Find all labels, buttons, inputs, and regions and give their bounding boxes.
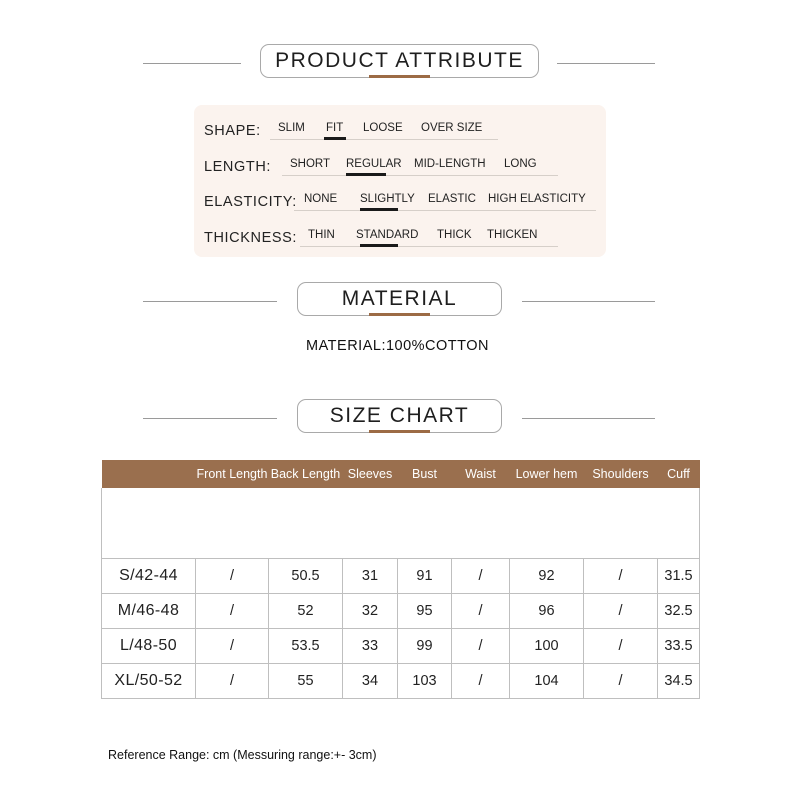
column-header: Shoulders [584,460,658,488]
table-row [102,664,700,699]
attribute-option: THICKEN [487,229,538,241]
attribute-option: MID-LENGTH [414,158,486,170]
size-chart-table [101,460,700,699]
attribute-row-shape [194,115,606,145]
table-cell: 53.5 [269,629,343,664]
table-cell: 31 [343,559,398,594]
table-cell: / [196,664,269,699]
size-cell: L/48-50 [102,629,196,664]
table-cell: 55 [269,664,343,699]
attribute-label: LENGTH: [204,159,272,175]
attribute-option: HIGH ELASTICITY [488,193,586,205]
table-cell: 34.5 [658,664,700,699]
table-row [102,559,700,594]
title-accent-bar [369,313,430,316]
table-row [102,629,700,664]
table-cell: 99 [398,629,452,664]
table-header-row [102,460,700,488]
attribute-underline [282,175,558,176]
material-header [0,282,800,322]
attribute-option-selected: STANDARD [356,229,419,241]
table-cell: / [584,559,658,594]
attribute-option: THICK [437,229,472,241]
table-cell: 95 [398,594,452,629]
material-title: MATERIAL [297,282,502,316]
attribute-underline [270,139,498,140]
column-header: Lower hem [510,460,584,488]
table-cell: 33 [343,629,398,664]
table-cell: 92 [510,559,584,594]
attribute-option: SLIM [278,122,305,134]
attribute-label: THICKNESS: [204,230,298,246]
attribute-option: NONE [304,193,338,205]
divider-line-left [143,63,241,64]
attribute-option-selected: SLIGHTLY [360,193,415,205]
table-cell: 31.5 [658,559,700,594]
divider-line-left [143,301,277,302]
title-accent-bar [369,75,430,78]
material-description: MATERIAL:100%COTTON [306,338,490,354]
column-header: Sleeves [343,460,398,488]
attribute-option: LONG [504,158,537,170]
attribute-label: ELASTICITY: [204,194,297,210]
product-attribute-header [0,44,800,84]
selected-indicator [324,137,346,140]
product-attribute-title: PRODUCT ATTRIBUTE [260,44,539,78]
table-cell: 100 [510,629,584,664]
column-header: Back Length [269,460,343,488]
blank-cell [102,488,700,559]
divider-line-left [143,418,277,419]
table-cell: 33.5 [658,629,700,664]
size-cell: XL/50-52 [102,664,196,699]
table-cell: 91 [398,559,452,594]
table-cell: / [452,594,510,629]
column-header: Waist [452,460,510,488]
size-cell: S/42-44 [102,559,196,594]
attribute-row-elasticity [194,186,606,216]
divider-line-right [522,418,655,419]
attribute-option: LOOSE [363,122,403,134]
size-cell: M/46-48 [102,594,196,629]
table-cell: 50.5 [269,559,343,594]
attribute-option: SHORT [290,158,331,170]
reference-range-note: Reference Range: cm (Messuring range:+- 3cm) [108,748,377,762]
title-accent-bar [369,430,430,433]
attribute-option-selected: REGULAR [346,158,402,170]
attribute-option-selected: FIT [326,122,344,134]
attribute-underline [300,246,558,247]
column-header: Cuff [658,460,700,488]
table-row [102,594,700,629]
table-blank-row [102,488,700,559]
table-cell: 96 [510,594,584,629]
size-chart-header [0,399,800,439]
selected-indicator [346,173,386,176]
attribute-underline [294,210,596,211]
column-header: Front Length [196,460,269,488]
attribute-option: THIN [308,229,335,241]
column-header [102,460,196,488]
table-cell: / [584,629,658,664]
table-cell: / [452,559,510,594]
table-cell: / [584,664,658,699]
attribute-panel [194,105,606,257]
table-cell: 103 [398,664,452,699]
table-cell: / [584,594,658,629]
table-cell: 52 [269,594,343,629]
table-cell: 32.5 [658,594,700,629]
table-cell: / [196,594,269,629]
column-header: Bust [398,460,452,488]
attribute-label: SHAPE: [204,123,261,139]
table-cell: / [452,629,510,664]
table-cell: 32 [343,594,398,629]
table-cell: 104 [510,664,584,699]
divider-line-right [557,63,655,64]
table-cell: / [196,629,269,664]
table-cell: 34 [343,664,398,699]
size-chart-title: SIZE CHART [297,399,502,433]
divider-line-right [522,301,655,302]
table-cell: / [452,664,510,699]
attribute-row-thickness [194,222,606,252]
selected-indicator [360,244,398,247]
attribute-option: ELASTIC [428,193,476,205]
table-cell: / [196,559,269,594]
attribute-row-length [194,151,606,181]
attribute-option: OVER SIZE [421,122,483,134]
selected-indicator [360,208,398,211]
